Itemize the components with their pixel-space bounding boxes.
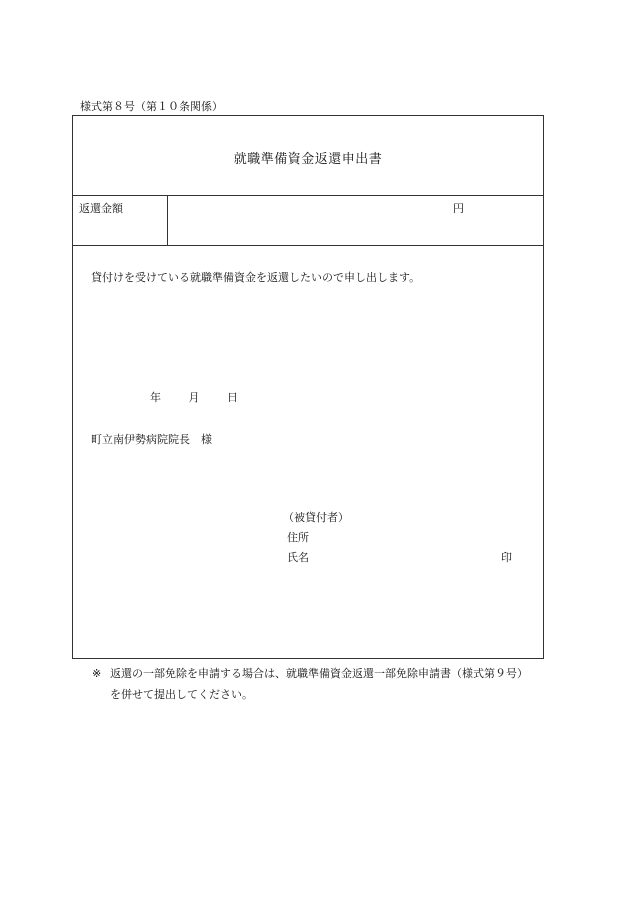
addressee: 町立南伊勢病院院長 様 [91, 433, 212, 446]
date-month-label: 月 [188, 391, 200, 404]
borrower-name-label: 氏名 [287, 551, 309, 564]
note-mark: ※ [92, 667, 102, 680]
form-box [72, 115, 544, 659]
amount-label-cell [73, 196, 168, 245]
note-line-1 [92, 665, 528, 681]
date-day-label: 日 [227, 391, 238, 404]
amount-label: 返還金額 [79, 202, 123, 215]
statement-text: 貸付けを受けている就職準備資金を返還したいので申し出します。 [91, 271, 421, 284]
amount-row [73, 196, 543, 246]
title-row [73, 116, 543, 196]
borrower-address-label: 住所 [287, 531, 309, 544]
date-year-label: 年 [150, 391, 161, 404]
form-title: 就職準備資金返還申出書 [233, 152, 383, 167]
borrower-heading: （被貸付者） [283, 511, 349, 524]
date-line [150, 389, 238, 405]
note-line-2: を併せて提出してください。 [110, 688, 253, 701]
seal-mark: 印 [501, 551, 512, 564]
form-number: 様式第８号（第１０条関係） [80, 100, 223, 113]
amount-unit: 円 [453, 202, 464, 215]
note-text-1: 返還の一部免除を申請する場合は、就職準備資金返還一部免除申請書（様式第９号） [110, 667, 528, 680]
